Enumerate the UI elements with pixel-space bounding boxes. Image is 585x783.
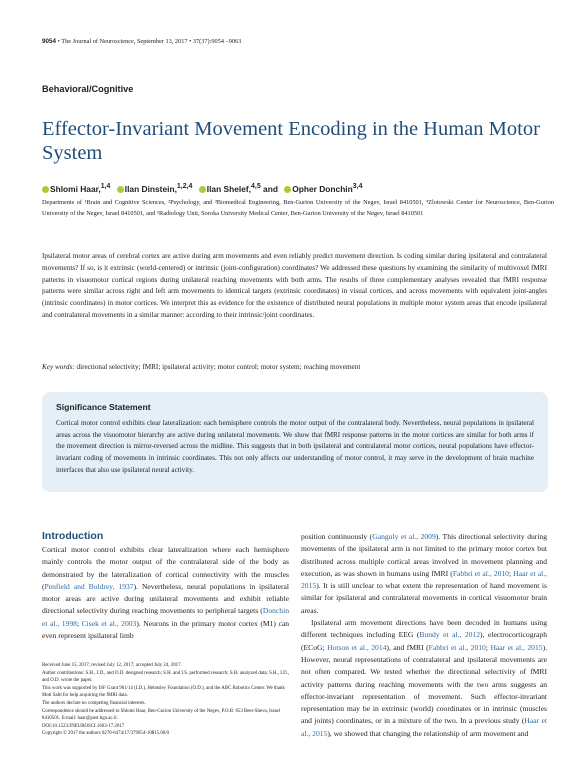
author-conjunction: and xyxy=(263,183,278,194)
body-text: ), electrocorticograph (ECoG; xyxy=(301,630,547,652)
author-name[interactable]: Ilan Shelef, xyxy=(206,183,251,194)
introduction-heading: Introduction xyxy=(42,530,104,542)
author-affil-sup: 1,4 xyxy=(100,183,111,190)
body-text: ; xyxy=(485,642,491,652)
body-text: ). Nevertheless, neural populations in ipsilateral motor areas are active during unilateral movements and exhibit reliable directional selectivity during reaching movements to peripheral targets ( xyxy=(42,581,289,616)
orcid-icon[interactable] xyxy=(42,186,49,193)
keywords-label: Key words: xyxy=(42,363,75,371)
citation-link[interactable]: Haar et al., 2015 xyxy=(301,568,548,591)
body-column-right xyxy=(301,531,547,740)
author-name[interactable]: Shlomi Haar, xyxy=(50,183,101,194)
footnote-doi[interactable]: DOI:10.1523/JNEUROSCI.1663-17.2017 xyxy=(42,723,125,729)
body-text: Ipsilateral arm movement directions have been decoded in humans using different techniques including EEG ( xyxy=(301,618,547,640)
author-affil-sup: 1,2,4 xyxy=(176,183,193,190)
author-name[interactable]: Ilan Dinstein, xyxy=(124,183,177,194)
footnote-copyright: Copyright © 2017 the authors 0270-6474/17/379054-10$15.00/0 xyxy=(42,731,170,737)
body-text: ). This directional selectivity during movements of the ipsilateral arm is not limited to the primary motor cortex but distributed across multiple cortical areas involved in movement planning and execution, as was shown in humans using fMRI ( xyxy=(301,532,548,578)
body-text: ; xyxy=(508,568,514,578)
footnote-received: Received June 15, 2017; revised July 12, 2017; accepted July 24, 2017. xyxy=(42,663,182,668)
body-text: ). It is still unclear to what extent the representation of hand movement is similar for ipsilateral and contralateral movements in cortical visuomotor brain areas. xyxy=(301,581,547,615)
affiliations: Departments of ¹Brain and Cognitive Sciences, ²Psychology, and ³Biomedical Engineering, Ben-Gurion University of the Negev, Israel 8410501, ⁴Zlotowski Center for Neuroscience, Ben-Gurion University of the Negev, Israel 8410501, and ⁵Radiology Unit, Soroka University Medical Center, Ben-Gurion University of the Negev, Israel 8410501 xyxy=(42,199,554,217)
intro-paragraph xyxy=(42,544,289,642)
citation-link[interactable]: Penfield and Boldrey, 1937 xyxy=(44,581,134,591)
citation-link[interactable]: Haar et al., 2015 xyxy=(490,642,543,652)
citation-link[interactable]: Fabbri et al., 2010 xyxy=(428,642,486,652)
author-list xyxy=(42,183,552,194)
body-text: Cortical motor control exhibits clear lateralization where each hemisphere mainly controls the motor output of the contralateral side of the body as demonstrated by the lateralization of cortical connectivity with the muscles ( xyxy=(42,545,289,591)
citation-link[interactable]: Fabbri et al., 2010 xyxy=(452,568,509,578)
author-affil-sup: 4,5 xyxy=(251,183,261,190)
intro-paragraph xyxy=(301,531,547,617)
body-text: ; xyxy=(76,618,82,628)
running-head xyxy=(42,38,241,45)
significance-body: Cortical motor control exhibits clear lateralization: each hemisphere controls the motor output of the contralateral body. Nevertheless, neural populations in ipsilateral areas across the visuomotor hierarchy are active during unilateral movements. We show that fMRI response patterns in the motor cortices are similar for both arms if the movement direction is mirror-reversed across the midline. This suggests that in both ipsilateral and contralateral motor cortices, neural populations have effector-invariant coding of movements in intrinsic coordinates. This not only affects our understanding of motor control, it may serve in the development of brain machine interfaces that also use ipsilateral neural activity. xyxy=(56,419,534,474)
citation-link[interactable]: Haar et al., 2015 xyxy=(301,716,547,738)
footnote-funding: This work was supported by ISF Grant 961/14 (I.D.), Helmsley Foundation (O.D.), and the ABC Robotics Center. We thank Moti Salti for help acquiring the fMRI data. xyxy=(42,685,285,699)
page-number: 9054 xyxy=(42,38,57,45)
body-column-left xyxy=(42,544,289,642)
footnotes xyxy=(42,662,292,738)
citation-link[interactable]: Cisek et al., 2003 xyxy=(81,618,137,628)
abstract: Ipsilateral motor areas of cerebral cortex are active during arm movements and even reliably predict movement direction. Is coding similar during ipsilateral and contralateral movements? If so, is it extrinsic (world-centered) or intrinsic (joint-configuration) coordinates? We addressed these questions by examining the similarity of multivoxel fMRI patterns in visuomotor cortical regions during unilateral reaching movements with both arms. The results of three complementary analyses revealed that fMRI response patterns were similar across right and left arm movements to identical targets (extrinsic coordinates) in visual cortices, and across movements with equivalent joint-angles (intrinsic coordinates) in motor cortices. We interpret this as evidence for the existence of distributed neural populations in multiple motor system areas that encode ipsilateral and contralateral movements in a similar manner: according to their intrinsic/joint coordinates. xyxy=(42,252,547,319)
body-text: ). Neurons in the primary motor cortex (M1) can even represent ipsilateral limb xyxy=(42,618,290,641)
significance-title: Significance Statement xyxy=(56,402,151,412)
author-name[interactable]: Opher Donchin xyxy=(292,183,353,194)
author-affil-sup: 3,4 xyxy=(352,183,363,190)
citation-link[interactable]: Hotson et al., 2014 xyxy=(327,642,387,652)
body-text: position continuously ( xyxy=(301,532,373,541)
footnote-correspondence: Correspondence should be addressed to Shlomi Haar, Ben-Gurion University of the Negev, P.O.B. 653 Beer-Sheva, Israel 8410501. E-mail: haar@post.bgu.ac.il. xyxy=(42,708,281,722)
body-text: ), and fMRI ( xyxy=(386,642,429,652)
citation-link[interactable]: Ganguly et al., 2009 xyxy=(372,532,436,541)
keywords-text: directional selectivity; fMRI; ipsilateral activity; motor control; motor system; reaching movement xyxy=(76,363,361,371)
article-title: Effector-Invariant Movement Encoding in the Human Motor System xyxy=(42,118,540,164)
section-label: Behavioral/Cognitive xyxy=(42,84,134,94)
intro-paragraph xyxy=(301,617,547,740)
footnote-interests: The authors declare no competing financial interests. xyxy=(42,700,146,706)
body-text: ), we showed that changing the relationship of arm movement and xyxy=(327,728,529,738)
footnote-contributions: Author contributions: S.H., I.D., and O.D. designed research; S.H. and I.S. performed research; S.H. analyzed data; S.H., I.D., and O.D. wrote the paper. xyxy=(42,670,290,684)
orcid-icon[interactable] xyxy=(117,186,124,193)
body-text: ). However, neural representations of contralateral and ipsilateral movements are not often compared. We tested whether the directional selectivity of fMRI activity patterns during reaching movements with the two arms suggests an effector-invariant representation of movement. Such effector-invariant representation may be in extrinsic (world) coordinates or in intrinsic (muscles and joints) coordinates, or in a mixture of the two. In a previous study ( xyxy=(301,642,547,726)
journal-citation: • The Journal of Neuroscience, September 13, 2017 • 37(37):9054 –9063 xyxy=(57,38,242,45)
orcid-icon[interactable] xyxy=(284,186,291,193)
orcid-icon[interactable] xyxy=(199,186,206,193)
citation-link[interactable]: Bundy et al., 2012 xyxy=(419,630,481,640)
citation-link[interactable]: Donchin et al., 1998 xyxy=(42,606,289,628)
keywords xyxy=(42,363,360,371)
